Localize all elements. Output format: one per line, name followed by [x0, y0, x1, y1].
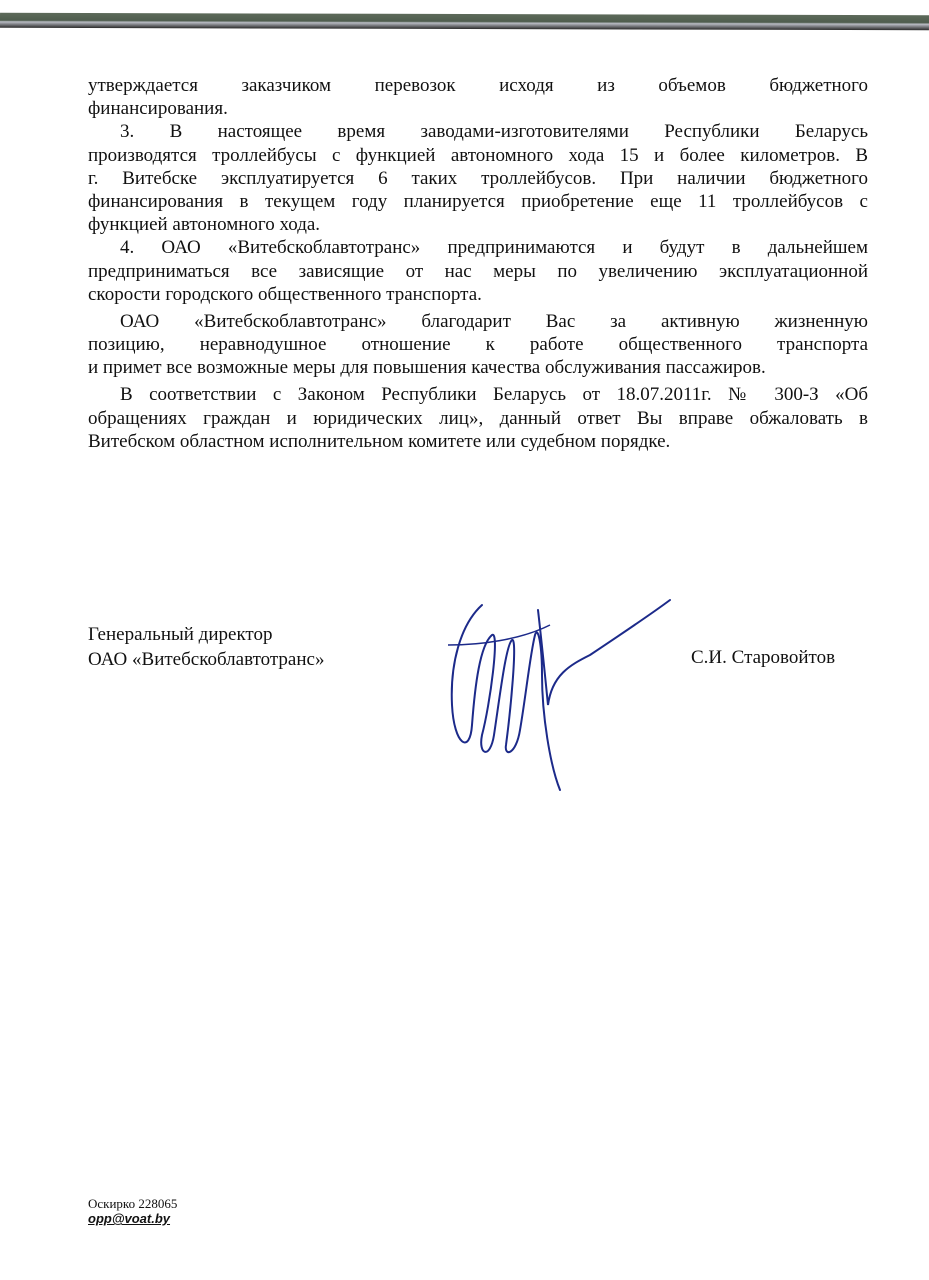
text-line: ОАО «Витебскоблавтотранс» благодарит Вас за активную жизненную [120, 310, 868, 332]
position: Генеральный директор [88, 624, 273, 645]
text-line: предприниматься все зависящие от нас меры по увеличению эксплуатационной [88, 260, 868, 282]
signatory-name: С.И. Старовойтов [691, 647, 836, 668]
text-line: финансирования в текущем году планируется приобретение еще 11 троллейбусов с [88, 190, 868, 212]
text-line: и примет все возможные меры для повышения качества обслуживания пассажиров. [88, 357, 766, 379]
executor-contact: Оскирко 228065 [88, 1196, 178, 1211]
organization: ОАО «Витебскоблавтотранс» [88, 649, 325, 670]
text-line: Витебском областном исполнительном комитете или судебном порядке. [88, 430, 671, 452]
email-link[interactable]: opp@voat.by [88, 1211, 171, 1226]
paragraph-appeal [88, 383, 868, 453]
text-line: скорости городского общественного транспорта. [88, 283, 482, 305]
letter-body [88, 74, 868, 453]
text-line: производятся троллейбусы с функцией автономного хода 15 и более километров. В [88, 144, 868, 166]
paragraph-1 [88, 74, 868, 120]
paragraph-thanks [88, 310, 868, 380]
footer [88, 1196, 177, 1226]
text-line: функцией автономного хода. [88, 214, 321, 236]
paragraph-3 [88, 120, 868, 236]
text-line: позицию, неравнодушное отношение к работе общественного транспорта [88, 334, 868, 356]
text-line: утверждается заказчиком перевозок исходя из объемов бюджетного [88, 75, 868, 96]
paragraph-4 [88, 236, 868, 306]
text-line: 4. ОАО «Витебскоблавтотранс» предпринимаются и будут в дальнейшем [120, 237, 868, 259]
signatory-title [88, 622, 324, 672]
text-line: 3. В настоящее время заводами-изготовителями Республики Беларусь [120, 121, 868, 143]
text-line: В соответствии с Законом Республики Беларусь от 18.07.2011г. № 300-З «Об [120, 384, 868, 406]
text-line: обращениях граждан и юридических лиц», данный ответ Вы вправе обжаловать в [88, 407, 868, 429]
handwritten-signature [420, 585, 680, 800]
text-line: г. Витебске эксплуатируется 6 таких троллейбусов. При наличии бюджетного [88, 167, 868, 189]
scan-edge-bar [0, 13, 929, 30]
text-line: финансирования. [88, 98, 228, 120]
